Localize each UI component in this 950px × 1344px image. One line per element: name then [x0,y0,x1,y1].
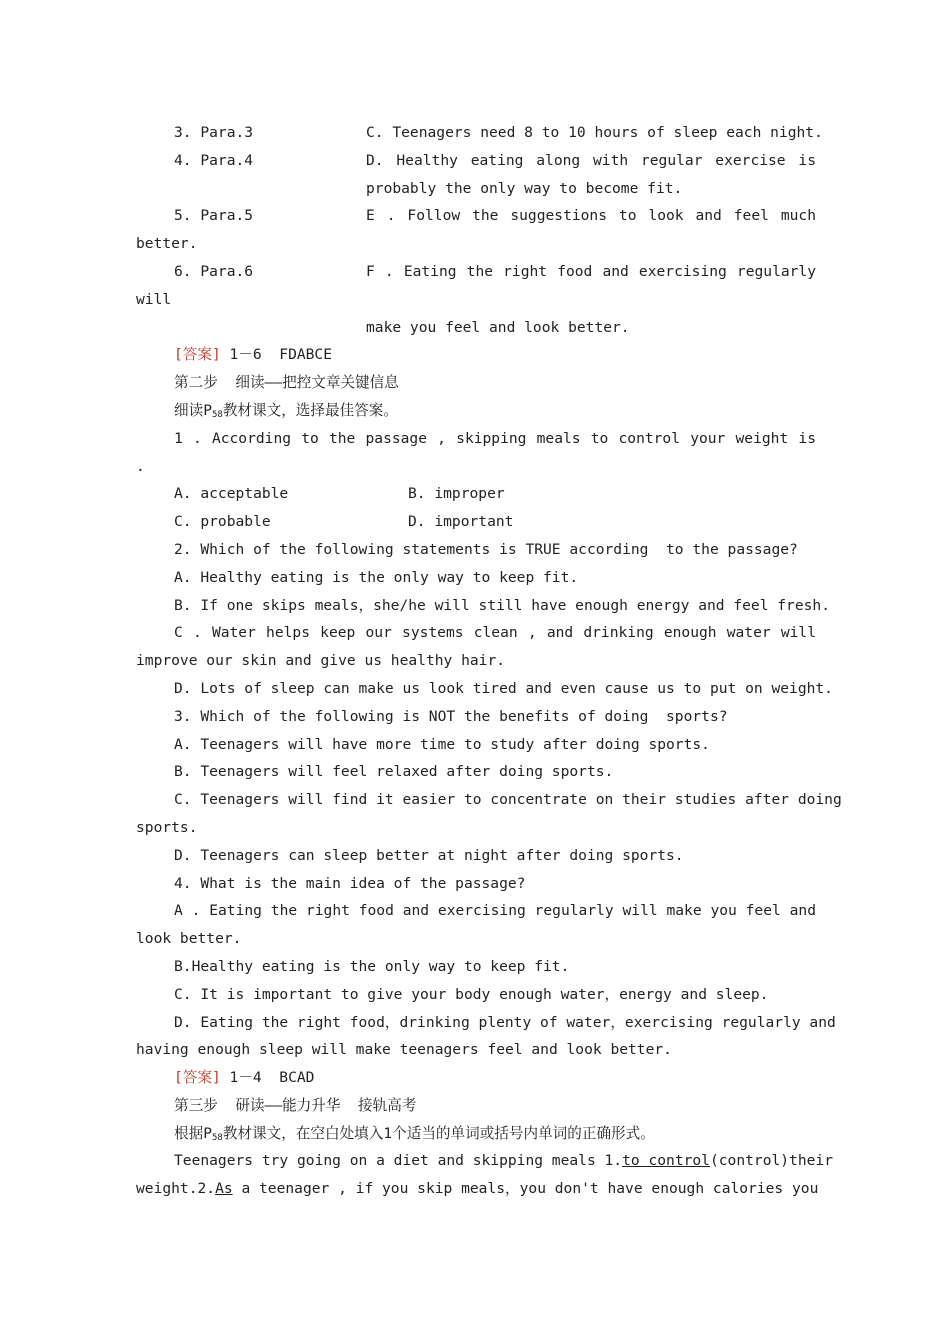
option-b: B. improper [408,485,505,503]
step2-instruction [136,397,816,425]
instr-text: 细读P [174,401,212,419]
match-idea: E . Follow the suggestions to look and feel much [366,207,816,225]
fill-blank-answer: As [215,1180,233,1198]
answer-line-2 [136,1064,816,1092]
step3-instruction [136,1120,816,1148]
answer-text: 1－6 FDABCE [220,346,333,364]
option-c: C. probable [174,513,271,531]
option-a: A. acceptable [174,485,289,503]
match-row-5 [136,202,816,230]
match-idea: C. Teenagers need 8 to 10 hours of sleep each night. [366,124,823,141]
fill-text: (control)their [709,1152,833,1170]
q4-option-a: A . Eating the right food and exercising regularly will make you feel and [174,902,816,920]
q3-option-c-wrap: sports. [136,818,198,836]
match-row-4-cont: probably the only way to become fit. [366,179,683,197]
fill-text: weight.2. [136,1180,216,1198]
answer-text: 1－4 BCAD [220,1069,315,1087]
fill-blank-answer: to control [622,1152,710,1170]
q2-option-c: C . Water helps keep our systems clean , and drinking enough water will [174,624,816,642]
page-subscript: 58 [211,1132,223,1143]
instr-text: 根据P [174,1124,212,1142]
match-para: 3. Para.3 [174,124,254,141]
q4-option-a-wrap: look better. [136,930,242,948]
match-para: 5. Para.5 [174,207,254,225]
q3-option-b: B. Teenagers will feel relaxed after doing sports. [174,763,614,781]
q4-option-d-wrap: having enough sleep will make teenagers feel and look better. [136,1041,672,1059]
instr-text: 教材课文，在空白处填入1个适当的单词或括号内单词的正确形式。 [222,1124,655,1142]
q2-stem: 2. Which of the following statements is TRUE according to the passage? [174,540,798,558]
option-d: D. important [408,513,514,531]
match-idea: D. Healthy eating along with regular exercise is [366,151,816,169]
match-para: 6. Para.6 [174,262,254,280]
q4-option-c: C. It is important to give your body enough water，energy and sleep. [174,985,769,1003]
q3-stem: 3. Which of the following is NOT the benefits of doing sports? [174,707,728,725]
q3-option-c: C. Teenagers will find it easier to concentrate on their studies after doing [174,791,842,809]
step2-title: 第二步 细读——把控文章关键信息 [174,374,399,392]
match-para: 4. Para.4 [174,151,254,169]
answer-tag: [答案] [174,1069,221,1087]
fill-text: Teenagers try going on a diet and skipping meals 1. [174,1152,623,1170]
q3-option-a: A. Teenagers will have more time to study after doing sports. [174,735,710,753]
fill-text: a teenager , if you skip meals，you don't have enough calories you [232,1180,819,1198]
match-row-3 [136,119,823,147]
match-idea: F . Eating the right food and exercising regularly [366,262,816,280]
match-row-6-wrap: will [136,290,172,308]
q4-option-b: B.Healthy eating is the only way to keep fit. [174,957,570,975]
q1-options-cd [136,508,816,536]
q1-stem: 1 . According to the passage , skipping meals to control your weight is [174,429,816,447]
fill-line-1 [136,1147,833,1175]
q1-stem-wrap: . [136,457,145,475]
answer-line-1 [136,341,816,369]
instr-text: 教材课文，选择最佳答案。 [222,401,398,419]
match-row-6 [136,258,816,286]
fill-line-2 [136,1175,819,1203]
q3-option-d: D. Teenagers can sleep better at night after doing sports. [174,846,684,864]
step3-title: 第三步 研读——能力升华 接轨高考 [174,1096,417,1114]
match-row-4 [136,147,816,175]
page-subscript: 58 [211,409,223,420]
q1-options-ab [136,480,816,508]
q2-option-d: D. Lots of sleep can make us look tired and even cause us to put on weight. [174,679,833,697]
q4-option-d: D. Eating the right food，drinking plenty of water，exercising regularly and [174,1013,836,1031]
match-row-6-cont: make you feel and look better. [366,318,630,336]
q2-option-b: B. If one skips meals，she/he will still have enough energy and feel fresh. [174,596,830,614]
match-row-5-wrap: better. [136,235,198,253]
answer-tag: [答案] [174,346,221,364]
q2-option-c-wrap: improve our skin and give us healthy hair. [136,652,506,670]
q2-option-a: A. Healthy eating is the only way to keep fit. [174,568,579,586]
document-page [136,119,842,1203]
q4-stem: 4. What is the main idea of the passage? [174,874,526,892]
